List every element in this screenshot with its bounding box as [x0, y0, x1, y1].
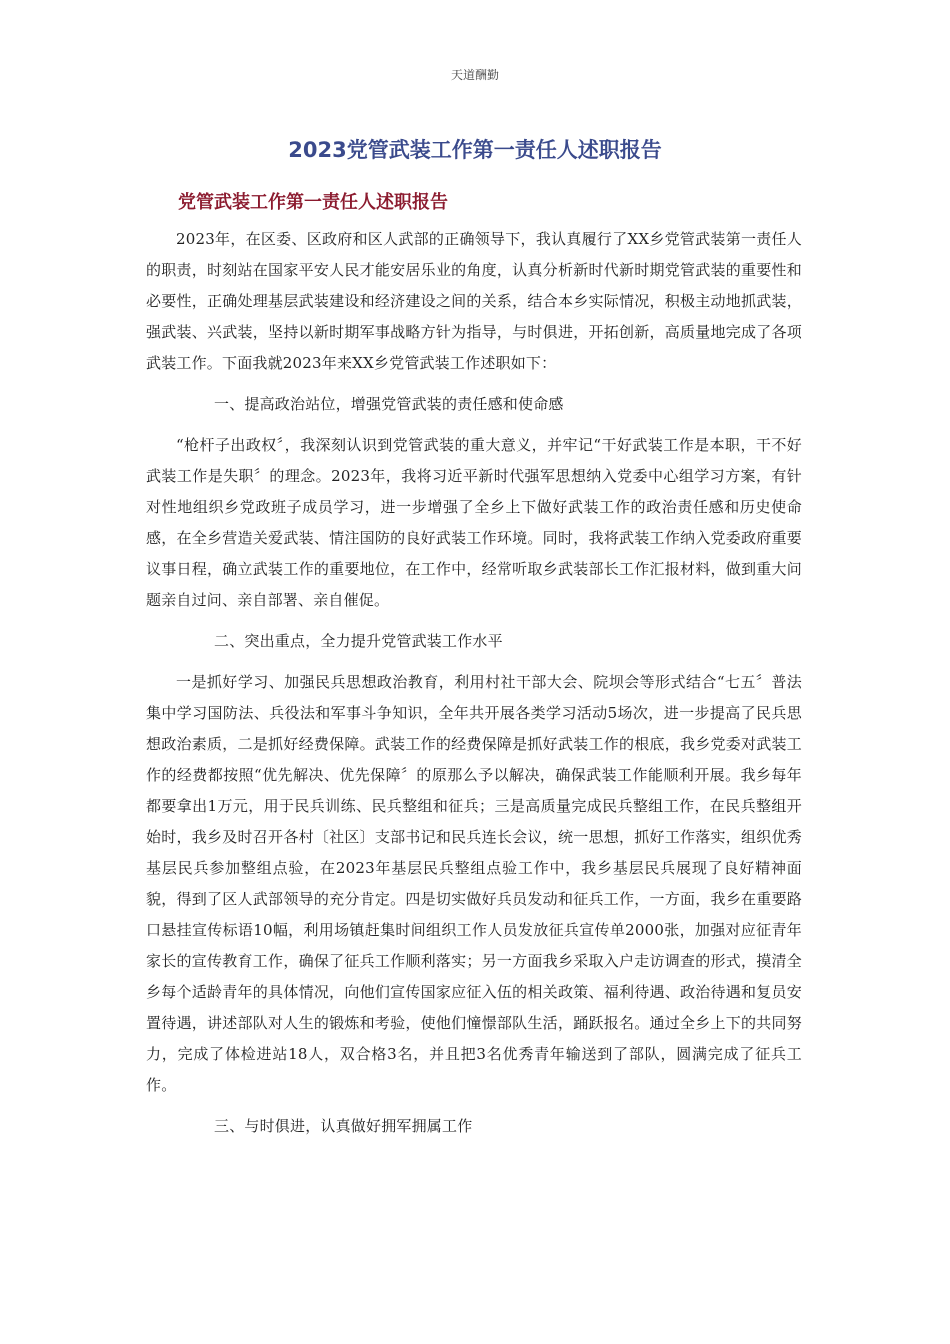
section-heading-1: 一、提高政治站位，增强党管武装的责任感和使命感 [214, 395, 564, 413]
document-body [146, 224, 802, 1152]
section-heading-2: 二、突出重点，全力提升党管武装工作水平 [214, 632, 503, 650]
document-subtitle: 党管武装工作第一责任人述职报告 [178, 192, 448, 213]
document-title: 2023党管武装工作第一责任人述职报告 [288, 138, 662, 162]
paragraph-section-2: 一是抓好学习、加强民兵思想政治教育，利用村社干部大会、院坝会等形式结合“七五〞普法集中学习国防法、兵役法和军事斗争知识，全年共开展各类学习活动5场次，进一步提高了民兵思想政治素质，二是抓好经费保障。武装工作的经费保障是抓好武装工作的根底，我乡党委对武装工作的经费都按照“优先解决、优先保障〞的原那么予以解决，确保武装工作能顺利开展。我乡每年都要拿出1万元，用于民兵训练、民兵整组和征兵；三是高质量完成民兵整组工作，在民兵整组开始时，我乡及时召开各村〔社区〕支部书记和民兵连长会议，统一思想，抓好工作落实，组织优秀基层民兵参加整组点验，在2023年基层民兵整组点验工作中，我乡基层民兵展现了良好精神面貌，得到了区人武部领导的充分肯定。四是切实做好兵员发动和征兵工作，一方面，我乡在重要路口悬挂宣传标语10幅，利用场镇赶集时间组织工作人员发放征兵宣传单2000张，加强对应征青年家长的宣传教育工作，确保了征兵工作顺利落实；另一方面我乡采取入户走访调查的形式，摸清全乡每个适龄青年的具体情况，向他们宣传国家应征入伍的相关政策、福利待遇、政治待遇和复员安置待遇，讲述部队对人生的锻炼和考验，使他们憧憬部队生活，踊跃报名。通过全乡上下的共同努力，完成了体检进站18人，双合格3名，并且把3名优秀青年输送到了部队，圆满完成了征兵工作。 [146, 673, 802, 1094]
paragraph-intro: 2023年，在区委、区政府和区人武部的正确领导下，我认真履行了XX乡党管武装第一责任人的职责，时刻站在国家平安人民才能安居乐业的角度，认真分析新时代新时期党管武装的重要性和必要性，正确处理基层武装建设和经济建设之间的关系，结合本乡实际情况，积极主动地抓武装，强武装、兴武装，坚持以新时期军事战略方针为指导，与时俱进，开拓创新，高质量地完成了各项武装工作。下面我就2023年来XX乡党管武装工作述职如下： [146, 230, 802, 372]
paragraph-section-1: “枪杆子出政权〞，我深刻认识到党管武装的重大意义，并牢记“干好武装工作是本职，干不好武装工作是失职〞的理念。2023年，我将习近平新时代强军思想纳入党委中心组学习方案，有针对性地组织乡党政班子成员学习，进一步增强了全乡上下做好武装工作的政治责任感和历史使命感，在全乡营造关爱武装、情注国防的良好武装工作环境。同时，我将武装工作纳入党委政府重要议事日程，确立武装工作的重要地位，在工作中，经常听取乡武装部长工作汇报材料，做到重大问题亲自过问、亲自部署、亲自催促。 [146, 436, 802, 609]
section-heading-3: 三、与时俱进，认真做好拥军拥属工作 [214, 1117, 473, 1135]
header-note: 天道酬勤 [450, 68, 499, 82]
